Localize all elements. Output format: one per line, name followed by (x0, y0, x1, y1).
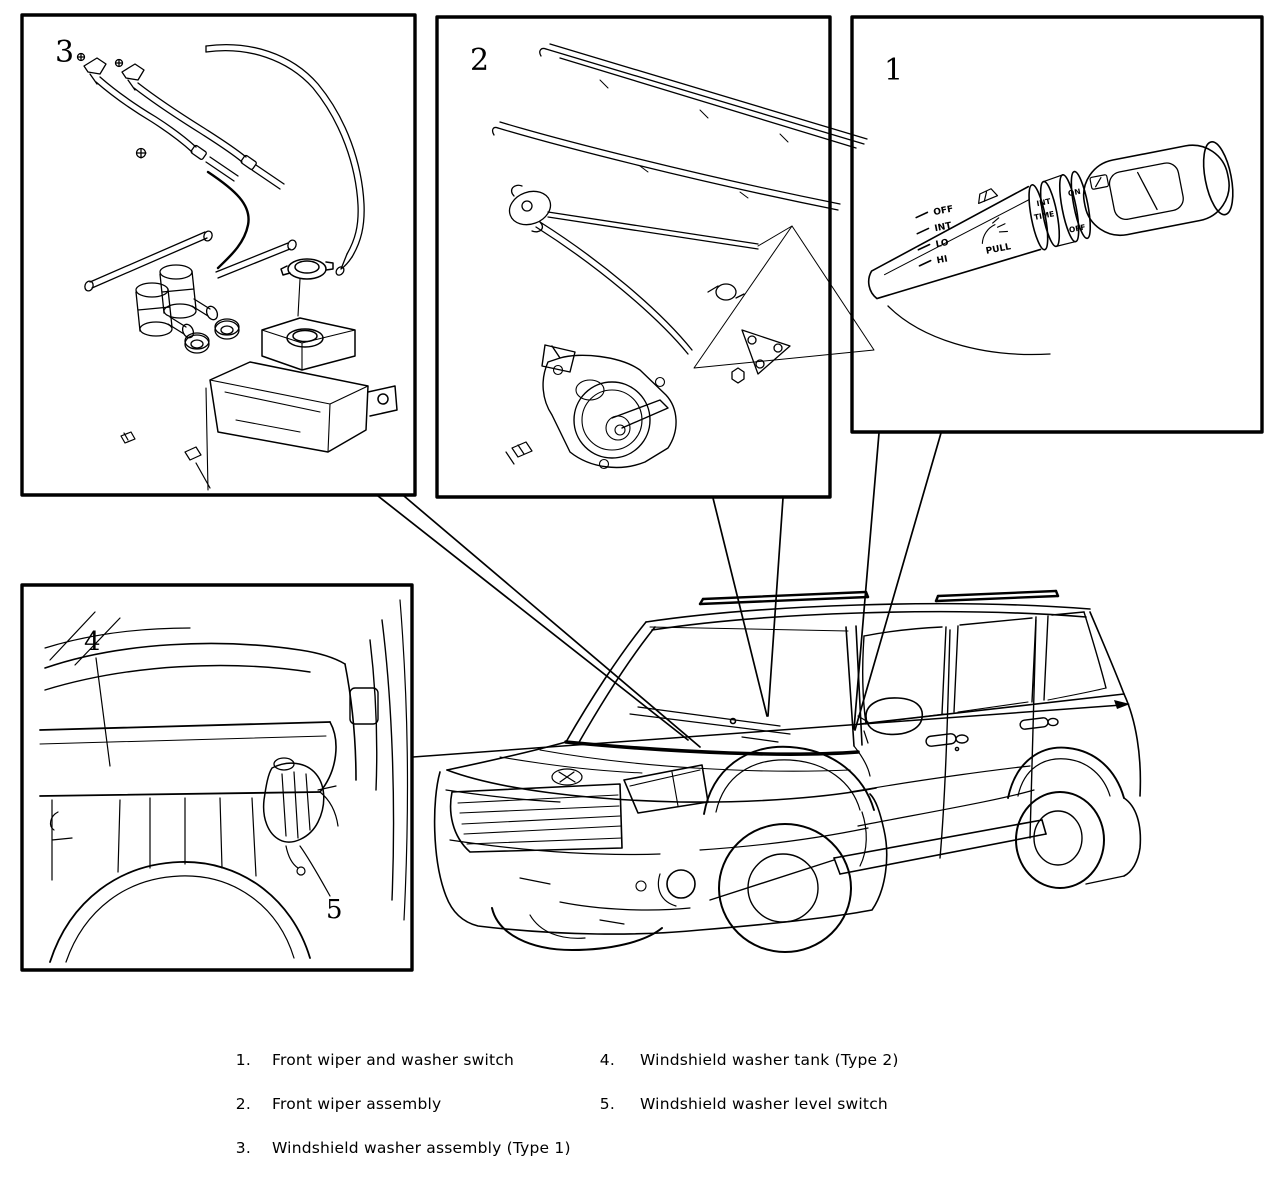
legend-item-5-number: 5. (599, 1095, 615, 1113)
headlamp (624, 765, 708, 813)
stalk-label-int: INT (933, 221, 953, 235)
far-front-wheel (492, 908, 662, 950)
front-wheel (704, 747, 874, 952)
leader-box1-b (855, 433, 941, 730)
inset-box-4 (22, 585, 412, 970)
fog-lamp (636, 870, 695, 906)
brand-logo-icon (552, 769, 582, 785)
vehicle-illustration (435, 591, 1141, 952)
cowl-line (566, 742, 858, 754)
inset-box-3-frame (22, 15, 415, 495)
inset-box-2-number: 2 (470, 43, 490, 78)
long-curved-hose (206, 45, 364, 277)
leader-box3-b (404, 496, 700, 747)
hood-nozzle-dot (731, 719, 736, 724)
stalk-knob (1077, 138, 1238, 241)
hood-left-edge (447, 742, 566, 770)
inset-box-1-number: 1 (884, 53, 904, 88)
inset-box-1-frame (852, 17, 1262, 432)
wheel-arch (50, 798, 310, 962)
callout-5: 5 (326, 895, 343, 925)
stalk-label-pull: PULL (985, 242, 1012, 257)
callout-4: 4 (84, 627, 101, 657)
hood-crease-2 (500, 757, 642, 773)
stalk-label-hi: HI (935, 254, 949, 267)
rear-wheel (1008, 748, 1124, 888)
frame-beam (40, 722, 338, 826)
ring1-label-time: TIME (1033, 209, 1056, 222)
washer-nozzles (78, 54, 145, 91)
steering-column-line (888, 306, 1050, 355)
leader-box1-a (854, 433, 879, 729)
legend-item-2-label: Front wiper assembly (272, 1095, 442, 1113)
inset-box-2 (437, 17, 874, 497)
washer-pumps (136, 265, 219, 339)
door-handle-rear (1020, 717, 1058, 729)
inset-box-3-number: 3 (55, 35, 75, 70)
roof-rail (700, 591, 1058, 604)
small-fasteners (121, 432, 210, 488)
ring1-label-int: INT (1035, 196, 1052, 209)
tank-cap (281, 259, 333, 316)
legend-item-1-label: Front wiper and washer switch (272, 1051, 515, 1069)
washer-tank (206, 259, 397, 490)
hood-front-edge (447, 770, 876, 802)
legend-item-5-label: Windshield washer level switch (640, 1095, 888, 1113)
washer-tank-pump-cluster (264, 758, 336, 875)
leader-box3-a (378, 496, 688, 740)
stalk-label-off: OFF (932, 204, 955, 219)
wiper-icon (976, 188, 998, 204)
stalk-switch (854, 138, 1241, 299)
running-board (710, 820, 1046, 900)
leader-box2-a (713, 498, 767, 716)
legend-item-3-number: 3. (235, 1139, 251, 1157)
inset-box-1 (852, 17, 1262, 432)
ring2-label-off: OFF (1068, 222, 1087, 235)
legend-item-4-number: 4. (599, 1051, 615, 1069)
windshield-top-edge (650, 627, 848, 631)
legend-item-4-label: Windshield washer tank (Type 2) (640, 1051, 899, 1069)
side-moldings (850, 766, 1034, 826)
ring2-label-on: ON (1067, 186, 1082, 199)
stalk-detent-dashes (910, 212, 937, 265)
rear-wiper-icon (1090, 174, 1109, 189)
inset-box-3 (22, 15, 415, 495)
wiper-motor (542, 345, 676, 469)
side-windows (863, 612, 1106, 724)
a-pillar-far (566, 622, 646, 742)
stalk-shaft (856, 187, 1043, 300)
leader-box2-b (768, 498, 783, 716)
washer-spray-icon (978, 217, 1009, 244)
rear-quarter (1086, 612, 1140, 884)
legend-item-1-number: 1. (235, 1051, 251, 1069)
wiper-linkage (505, 185, 874, 383)
fender-left-details (51, 800, 72, 880)
legend-item-2-number: 2. (235, 1095, 251, 1113)
leader-lines (378, 433, 1130, 757)
callout-4-leader (96, 658, 110, 766)
legend-item-3-label: Windshield washer assembly (Type 1) (272, 1139, 571, 1157)
washer-hoses (84, 77, 298, 292)
motor-bolt (506, 442, 532, 464)
roof-gutter-line (652, 612, 1086, 630)
grommets (185, 319, 239, 353)
a-pillar-far-inner (578, 627, 655, 744)
wiper-blades (493, 44, 867, 210)
stalk-shaft-taper (876, 200, 1038, 275)
stalk-label-lo: LO (934, 237, 950, 251)
